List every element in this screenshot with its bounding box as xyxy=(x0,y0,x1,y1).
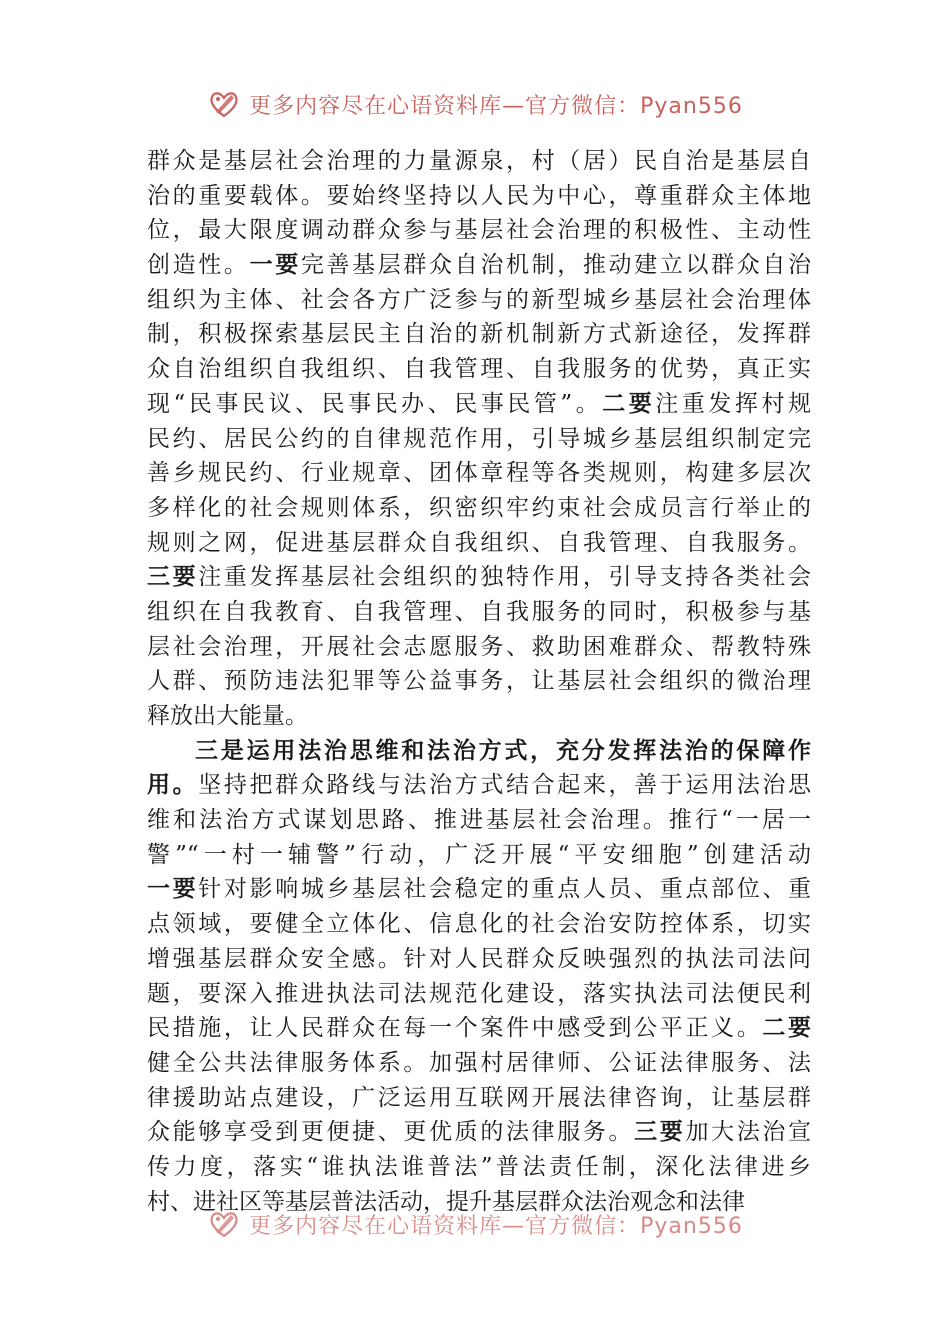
text-span: 众能够享受到更便捷、更优质的法律服务。 xyxy=(147,1119,635,1146)
text-span: 组织在自我教育、自我管理、自我服务的同时，积极参与基 xyxy=(147,598,811,625)
bold-text-span: 三要 xyxy=(634,1118,686,1146)
text-span: 传力度，落实“谁执法谁普法”普法责任制，深化法律进乡 xyxy=(147,1153,811,1180)
text-span: 层社会治理，开展社会志愿服务、救助困难群众、帮教特殊 xyxy=(147,633,811,660)
text-span: 点领域，要健全立体化、信息化的社会治安防控体系，切实 xyxy=(147,911,811,938)
text-span: 题，要深入推进执法司法规范化建设，落实执法司法便民利 xyxy=(147,980,811,1007)
text-span: 制，积极探索基层民主自治的新机制新方式新途径，发挥群 xyxy=(147,321,811,348)
document-body xyxy=(147,144,811,1219)
text-line xyxy=(147,907,811,942)
text-span: 坚持把群众路线与法治方式结合起来，善于运用法治思 xyxy=(198,772,811,799)
text-span: 完善基层群众自治机制，推动建立以群众自治 xyxy=(300,252,811,279)
bold-text-span: 三是运用法治思维和法治方式，充分发挥法治的保障作 xyxy=(195,736,811,764)
text-line xyxy=(147,1011,811,1046)
text-span: 群众是基层社会治理的力量源泉，村（居）民自治是基层自 xyxy=(147,148,811,174)
text-line xyxy=(147,422,811,457)
text-line xyxy=(147,352,811,387)
bold-text-span: 二要 xyxy=(602,389,656,417)
text-span: 位，最大限度调动群众参与基层社会治理的积极性、主动性 xyxy=(147,217,811,244)
text-line xyxy=(147,317,811,352)
text-line xyxy=(147,699,811,734)
text-line xyxy=(147,387,811,422)
text-span: 民措施，让人民群众在每一个案件中感受到公平正义。 xyxy=(147,1015,763,1042)
text-line xyxy=(147,630,811,665)
pen-heart-logo-icon xyxy=(207,1207,241,1241)
bold-text-span: 二要 xyxy=(762,1014,811,1042)
text-line xyxy=(147,144,811,179)
text-span: 警”“一村一辅警”行动，广泛开展“平安细胞”创建活动 xyxy=(147,841,811,868)
text-line xyxy=(147,664,811,699)
text-line xyxy=(147,248,811,283)
text-span: 现“民事民议、民事民办、民事民管”。 xyxy=(147,390,603,417)
bold-text-span: 三要 xyxy=(147,563,199,591)
text-span: 规则之网，促进基层群众自我组织、自我管理、自我服务。 xyxy=(147,529,811,556)
text-line xyxy=(147,560,811,595)
text-line xyxy=(147,1150,811,1185)
text-line xyxy=(147,179,811,214)
text-span: 众自治组织自我组织、自我管理、自我服务的优势，真正实 xyxy=(147,356,811,383)
text-span: 治的重要载体。要始终坚持以人民为中心，尊重群众主体地 xyxy=(147,182,811,209)
text-span: 律援助站点建设，广泛运用互联网开展法律咨询，让基层群 xyxy=(147,1084,811,1111)
text-span: 人群、预防违法犯罪等公益事务，让基层社会组织的微治理 xyxy=(147,668,811,695)
text-line xyxy=(147,1046,811,1081)
text-span: 民约、居民公约的自律规范作用，引导城乡基层组织制定完 xyxy=(147,425,811,452)
text-line xyxy=(147,872,811,907)
watermark-text: 更多内容尽在心语资料库—官方微信：Pyan556 xyxy=(249,93,743,119)
text-span: 注重发挥村规 xyxy=(655,390,811,417)
header-watermark xyxy=(0,84,950,124)
text-span: 针对影响城乡基层社会稳定的重点人员、重点部位、重 xyxy=(198,876,811,903)
watermark-text: 更多内容尽在心语资料库—官方微信：Pyan556 xyxy=(249,1213,743,1239)
text-line xyxy=(147,595,811,630)
text-line xyxy=(147,942,811,977)
text-line xyxy=(147,734,811,769)
pen-heart-logo-icon xyxy=(207,87,241,121)
text-span: 注重发挥基层社会组织的独特作用，引导支持各类社会 xyxy=(198,564,811,591)
text-line xyxy=(147,1115,811,1150)
text-line xyxy=(147,213,811,248)
text-line xyxy=(147,526,811,561)
text-span: 释放出大能量。 xyxy=(147,703,308,729)
text-line xyxy=(147,1081,811,1116)
text-span: 加大法治宣 xyxy=(685,1119,811,1146)
text-span: 创造性。 xyxy=(147,252,250,279)
text-span: 组织为主体、社会各方广泛参与的新型城乡基层社会治理体 xyxy=(147,286,811,313)
text-line xyxy=(147,283,811,318)
text-line xyxy=(147,491,811,526)
text-line xyxy=(147,838,811,873)
text-span: 增强基层群众安全感。针对人民群众反映强烈的执法司法问 xyxy=(147,945,811,972)
text-line xyxy=(147,803,811,838)
text-span: 维和法治方式谋划思路、推进基层社会治理。推行“一居一 xyxy=(147,807,811,834)
bold-text-span: 一要 xyxy=(249,251,301,279)
text-span: 村、进社区等基层普法活动，提升基层群众法治观念和法律 xyxy=(147,1188,745,1215)
text-span: 健全公共法律服务体系。加强村居律师、公证法律服务、法 xyxy=(147,1049,811,1076)
text-span: 多样化的社会规则体系，织密织牢约束社会成员言行举止的 xyxy=(147,494,811,521)
bold-text-span: 用。 xyxy=(147,771,199,799)
text-span: 善乡规民约、行业规章、团体章程等各类规则，构建多层次 xyxy=(147,460,811,487)
bold-text-span: 一要 xyxy=(147,875,199,903)
text-line xyxy=(147,768,811,803)
text-line xyxy=(147,456,811,491)
text-line xyxy=(147,977,811,1012)
footer-watermark xyxy=(0,1204,950,1244)
